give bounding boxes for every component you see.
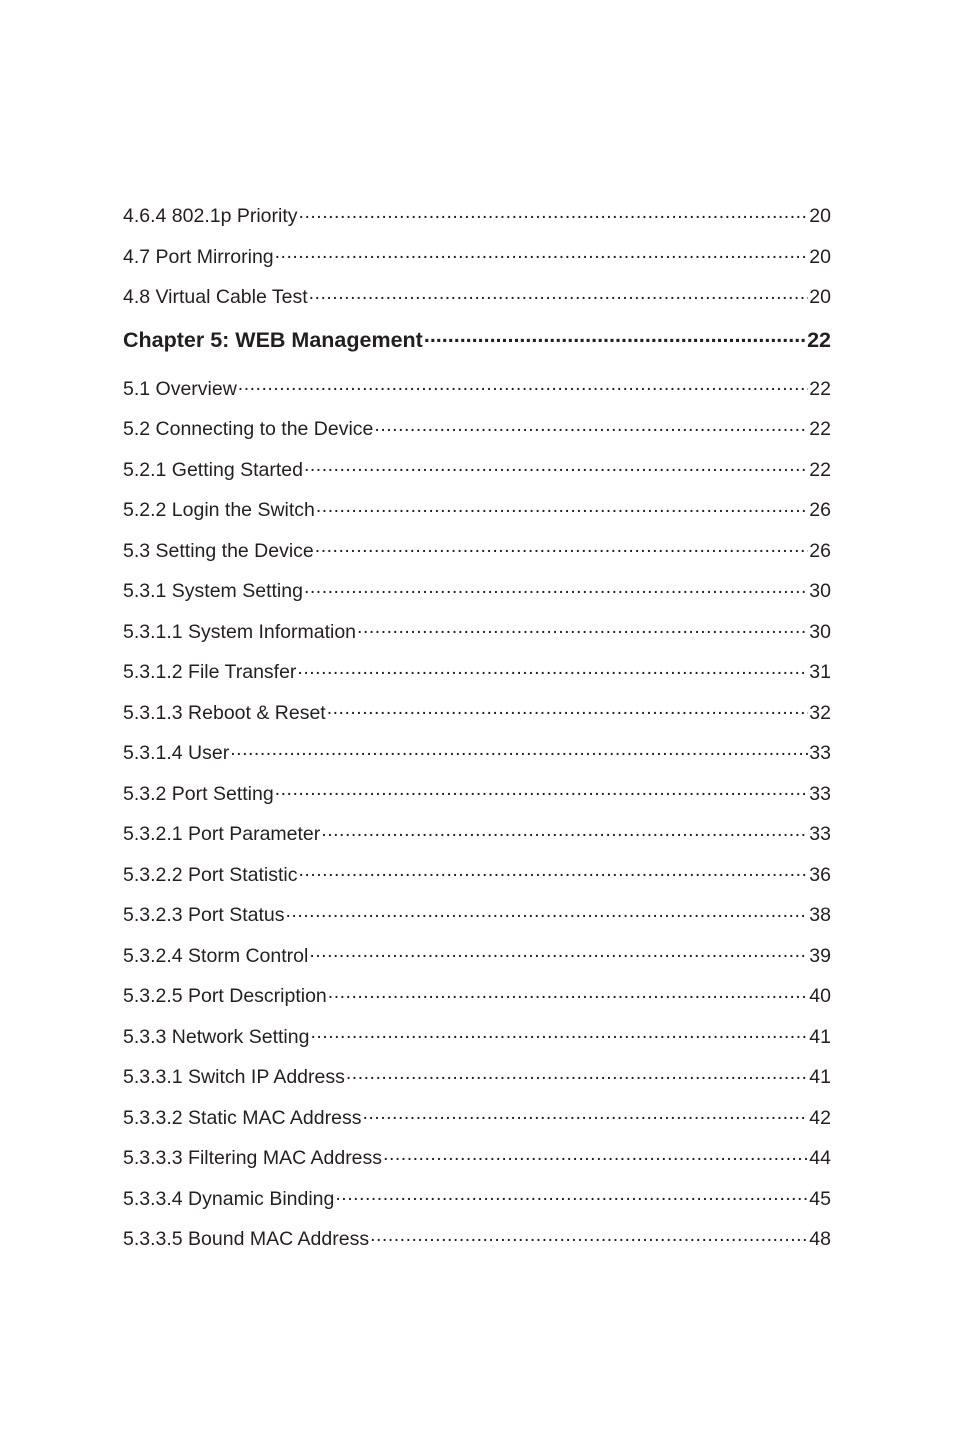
toc-dot-leader xyxy=(362,1104,808,1124)
toc-entry-label: 5.3.2.2 Port Statistic xyxy=(123,863,298,886)
toc-dot-leader xyxy=(374,416,808,436)
toc-entry-label: 5.3.1.1 System Information xyxy=(123,620,357,643)
toc-entry-label: 5.2.2 Login the Switch xyxy=(123,499,315,521)
toc-dot-leader xyxy=(321,821,808,841)
toc-entry[interactable] xyxy=(123,409,831,450)
toc-entry-label: 5.3 Setting the Device xyxy=(123,539,314,562)
toc-page-number: 33 xyxy=(809,823,831,845)
toc-entry-label: 5.3.2 Port Setting xyxy=(123,782,274,805)
toc-page-number: 26 xyxy=(809,539,831,562)
toc-dot-leader xyxy=(310,1023,808,1043)
toc-page-number: 40 xyxy=(809,985,831,1007)
toc-dot-leader xyxy=(357,618,808,638)
toc-entry-label: 5.3.1.2 File Transfer xyxy=(123,661,297,683)
toc-page-number: 42 xyxy=(809,1106,831,1129)
toc-page-number: 45 xyxy=(809,1187,831,1210)
toc-page-number: 31 xyxy=(809,661,831,683)
toc-entry-label: 5.3.2.1 Port Parameter xyxy=(123,823,321,845)
toc-entry-label: 4.7 Port Mirroring xyxy=(123,245,274,268)
toc-dot-leader xyxy=(315,537,809,557)
toc-entry[interactable] xyxy=(123,612,831,653)
toc-dot-leader xyxy=(309,284,809,304)
toc-entry[interactable] xyxy=(123,774,831,815)
toc-dot-leader xyxy=(383,1145,808,1165)
toc-entry-label: 5.3.3 Network Setting xyxy=(123,1025,310,1048)
toc-entry-label: Chapter 5: WEB Management xyxy=(123,327,423,352)
toc-entry[interactable] xyxy=(123,490,831,531)
toc-entry[interactable] xyxy=(123,1057,831,1098)
toc-dot-leader xyxy=(297,659,808,679)
toc-page-number: 41 xyxy=(809,1025,831,1048)
toc-dot-leader xyxy=(346,1064,808,1084)
toc-dot-leader xyxy=(304,456,808,476)
toc-dot-leader xyxy=(286,902,809,922)
toc-entry[interactable] xyxy=(123,936,831,977)
toc-dot-leader xyxy=(316,497,808,517)
toc-page-number: 41 xyxy=(809,1066,831,1088)
toc-entry[interactable] xyxy=(123,450,831,491)
toc-page-number: 20 xyxy=(809,286,831,308)
toc-entry[interactable] xyxy=(123,531,831,572)
toc-entry[interactable] xyxy=(123,1017,831,1058)
toc-page-number: 33 xyxy=(809,742,831,764)
toc-dot-leader xyxy=(328,983,809,1003)
toc-entry[interactable] xyxy=(123,1219,831,1260)
toc-dot-leader xyxy=(370,1226,808,1246)
toc-entry-label: 5.3.3.3 Filtering MAC Address xyxy=(123,1147,383,1169)
toc-entry-label: 5.2 Connecting to the Device xyxy=(123,418,374,440)
toc-dot-leader xyxy=(327,699,809,719)
toc-dot-leader xyxy=(424,325,806,347)
toc-page-number: 22 xyxy=(809,377,831,400)
toc-entry-label: 4.8 Virtual Cable Test xyxy=(123,286,308,308)
toc-entry[interactable] xyxy=(123,237,831,278)
toc-entry[interactable] xyxy=(123,571,831,612)
toc-entry-label: 5.3.3.1 Switch IP Address xyxy=(123,1066,345,1088)
toc-entry[interactable] xyxy=(123,814,831,855)
toc-entry[interactable] xyxy=(123,1138,831,1179)
toc-page-number: 22 xyxy=(809,418,831,440)
toc-entry-label: 5.1 Overview xyxy=(123,377,237,400)
toc-page-number: 20 xyxy=(809,205,831,227)
toc-dot-leader xyxy=(309,942,808,962)
toc-entry-label: 5.3.1 System Setting xyxy=(123,580,303,602)
toc-entry-label: 5.3.2.3 Port Status xyxy=(123,904,285,926)
toc-dot-leader xyxy=(275,780,809,800)
toc-page-number: 38 xyxy=(809,904,831,926)
toc-page-number: 22 xyxy=(807,327,831,352)
table-of-contents xyxy=(123,196,831,1260)
toc-dot-leader xyxy=(299,861,809,881)
toc-entry-label: 4.6.4 802.1p Priority xyxy=(123,205,298,227)
toc-entry[interactable] xyxy=(123,733,831,774)
toc-entry[interactable] xyxy=(123,976,831,1017)
toc-entry[interactable] xyxy=(123,1179,831,1220)
toc-page-number: 32 xyxy=(809,701,831,724)
toc-chapter-entry[interactable] xyxy=(123,318,831,369)
toc-entry[interactable] xyxy=(123,855,831,896)
toc-entry-label: 5.3.1.3 Reboot & Reset xyxy=(123,701,326,724)
toc-page-number: 39 xyxy=(809,944,831,967)
toc-dot-leader xyxy=(335,1185,808,1205)
toc-dot-leader xyxy=(238,375,809,395)
toc-entry[interactable] xyxy=(123,369,831,410)
toc-entry-label: 5.3.3.4 Dynamic Binding xyxy=(123,1187,335,1210)
toc-entry[interactable] xyxy=(123,277,831,318)
toc-entry[interactable] xyxy=(123,652,831,693)
toc-page-number: 30 xyxy=(809,580,831,602)
toc-page-number: 22 xyxy=(809,458,831,481)
toc-dot-leader xyxy=(304,578,808,598)
toc-dot-leader xyxy=(275,243,809,263)
toc-entry-label: 5.3.2.4 Storm Control xyxy=(123,944,309,967)
toc-entry[interactable] xyxy=(123,196,831,237)
toc-dot-leader xyxy=(230,740,808,760)
toc-page-number: 20 xyxy=(809,245,831,268)
toc-page-number: 26 xyxy=(809,499,831,521)
toc-page-number: 48 xyxy=(809,1228,831,1250)
toc-dot-leader xyxy=(299,203,809,223)
toc-entry-label: 5.3.2.5 Port Description xyxy=(123,985,327,1007)
toc-entry[interactable] xyxy=(123,1098,831,1139)
toc-entry[interactable] xyxy=(123,895,831,936)
toc-entry-label: 5.3.1.4 User xyxy=(123,742,230,764)
toc-entry-label: 5.2.1 Getting Started xyxy=(123,458,303,481)
toc-entry-label: 5.3.3.2 Static MAC Address xyxy=(123,1106,362,1129)
toc-page-number: 30 xyxy=(809,620,831,643)
toc-entry-label: 5.3.3.5 Bound MAC Address xyxy=(123,1228,370,1250)
toc-page-number: 44 xyxy=(809,1147,831,1169)
toc-page-number: 36 xyxy=(809,863,831,886)
toc-entry[interactable] xyxy=(123,693,831,734)
toc-page-number: 33 xyxy=(809,782,831,805)
